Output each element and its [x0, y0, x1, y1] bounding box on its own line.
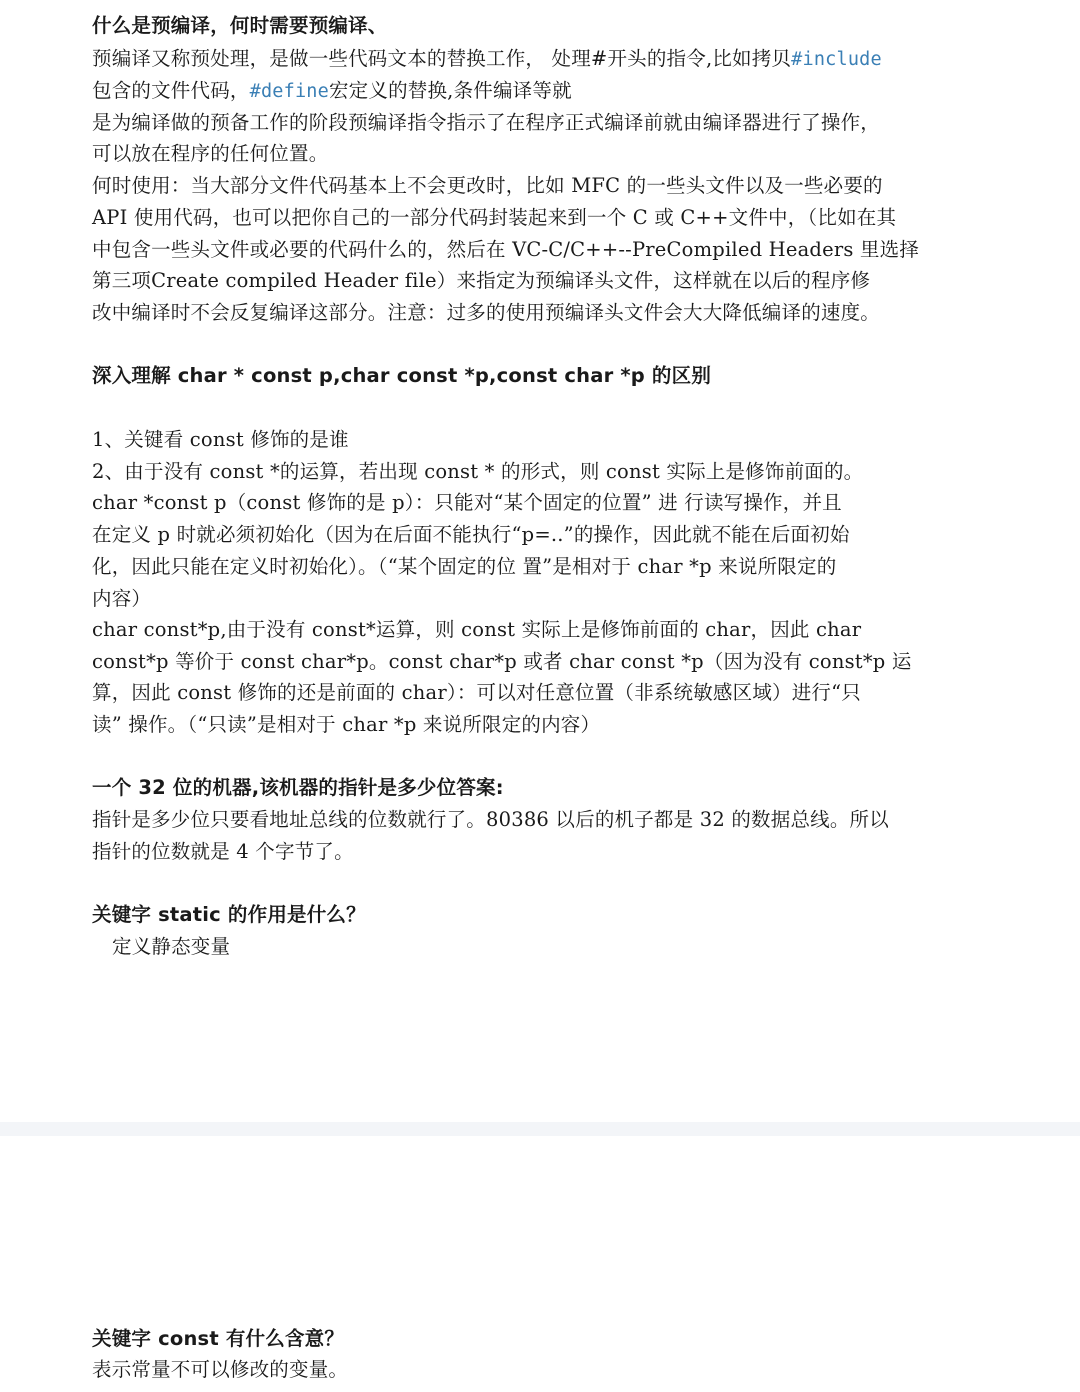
- paragraph-line: API 使用代码，也可以把你自己的一部分代码封装起来到一个 C 或 C++文件中，（比如在其: [92, 206, 897, 229]
- paragraph-line: 何时使用：当大部分文件代码基本上不会更改时，比如 MFC 的一些头文件以及一些必要的: [92, 174, 883, 197]
- paragraph-line: 改中编译时不会反复编译这部分。注意：过多的使用预编译头文件会大大降低编译的速度。: [92, 301, 881, 324]
- heading-static: 关键字 static 的作用是什么？: [92, 903, 366, 926]
- paragraph-line: 在定义 p 时就必须初始化（因为在后面不能执行“p=..”的操作，因此就不能在后面初始: [92, 523, 850, 546]
- paragraph-line: 算，因此 const 修饰的还是前面的 char）：可以对任意位置（非系统敏感区域）进行“只: [92, 681, 862, 704]
- paragraph-line: 2、由于没有 const *的运算，若出现 const * 的形式，则 const 实际上是修饰前面的。: [92, 460, 864, 483]
- paragraph-line: [92, 77, 1040, 106]
- paragraph-line: 表示常量不可以修改的变量。: [92, 1358, 349, 1381]
- page-separator: [0, 1122, 1080, 1136]
- paragraph-line: 第三项Create compiled Header file）来指定为预编译头文件，这样就在以后的程序修: [92, 269, 871, 292]
- paragraph-line: 指针的位数就是 4 个字节了。: [92, 840, 354, 863]
- paragraph-line: 中包含一些头文件或必要的代码什么的，然后在 VC-C/C++--PreCompiled Headers 里选择: [92, 238, 920, 261]
- text-span: 包含的文件代码，: [92, 79, 250, 102]
- paragraph-line: [92, 45, 1040, 74]
- heading-const: 关键字 const 有什么含意？: [92, 1327, 345, 1350]
- paragraph-line: 读” 操作。（“只读”是相对于 char *p 来说所限定的内容）: [92, 713, 601, 736]
- paragraph-line: 可以放在程序的任何位置。: [92, 142, 329, 165]
- code-include: #include: [791, 49, 882, 70]
- paragraph-line: 内容）: [92, 587, 152, 610]
- paragraph-line: 是为编译做的预备工作的阶段预编译指令指示了在程序正式编译前就由编译器进行了操作，: [92, 111, 881, 134]
- paragraph-line: 化，因此只能在定义时初始化）。（“某个固定的位 置”是相对于 char *p 来说所限定的: [92, 555, 837, 578]
- paragraph-line: 1、关键看 const 修饰的是谁: [92, 428, 349, 451]
- paragraph-line: char const*p,由于没有 const*运算，则 const 实际上是修饰前面的 char，因此 char: [92, 618, 862, 641]
- text-span: 预编译又称预处理，是做一些代码文本的替换工作， 处理#开头的指令,比如拷贝: [92, 47, 792, 70]
- heading-32bit-pointer: 一个 32 位的机器,该机器的指针是多少位答案:: [92, 776, 504, 799]
- paragraph-line: char *const p（const 修饰的是 p）：只能对“某个固定的位置” 进 行读写操作，并且: [92, 491, 842, 514]
- heading-const-pointer: 深入理解 char * const p,char const *p,const char *p 的区别: [92, 364, 712, 387]
- text-span: 宏定义的替换,条件编译等就: [328, 79, 572, 102]
- paragraph-line: 指针是多少位只要看地址总线的位数就行了。80386 以后的机子都是 32 的数据总线。所以: [92, 808, 889, 831]
- heading-precompile: 什么是预编译，何时需要预编译、: [92, 14, 388, 37]
- paragraph-line: const*p 等价于 const char*p。const char*p 或者 char const *p（因为没有 const*p 运: [92, 650, 912, 673]
- code-define: #define: [249, 81, 329, 102]
- paragraph-line: 定义静态变量: [112, 935, 231, 958]
